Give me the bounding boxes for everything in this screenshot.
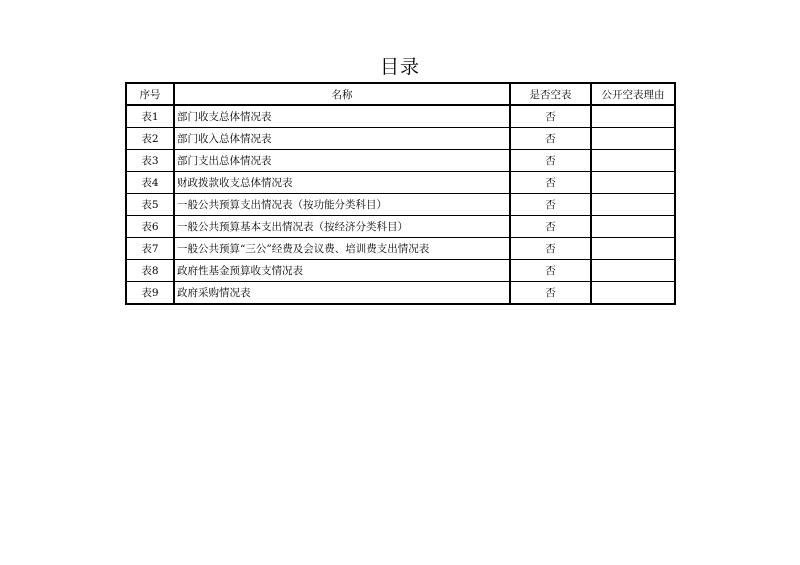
row-is-empty: 否 (510, 282, 591, 305)
table-row (126, 128, 675, 150)
row-reason (591, 150, 675, 172)
table-row (126, 238, 675, 260)
row-reason (591, 105, 675, 128)
row-index: 表7 (126, 238, 174, 260)
header-is-empty: 是否空表 (510, 83, 591, 105)
header-index: 序号 (126, 83, 174, 105)
toc-table (125, 82, 676, 305)
table-row (126, 150, 675, 172)
row-is-empty: 否 (510, 194, 591, 216)
row-is-empty: 否 (510, 238, 591, 260)
row-is-empty: 否 (510, 150, 591, 172)
row-index: 表8 (126, 260, 174, 282)
row-reason (591, 128, 675, 150)
table-row (126, 194, 675, 216)
table-row (126, 216, 675, 238)
row-index: 表5 (126, 194, 174, 216)
row-is-empty: 否 (510, 260, 591, 282)
row-index: 表3 (126, 150, 174, 172)
row-name: 政府性基金预算收支情况表 (174, 260, 510, 282)
row-name: 财政拨款收支总体情况表 (174, 172, 510, 194)
table-row (126, 260, 675, 282)
table-row (126, 282, 675, 305)
row-name: 部门收入总体情况表 (174, 128, 510, 150)
row-reason (591, 172, 675, 194)
page-title: 目录 (379, 56, 420, 78)
header-reason: 公开空表理由 (591, 83, 675, 105)
table-header-row (126, 83, 675, 105)
row-index: 表1 (126, 105, 174, 128)
row-is-empty: 否 (510, 128, 591, 150)
row-name: 政府采购情况表 (174, 282, 510, 305)
row-index: 表9 (126, 282, 174, 305)
row-reason (591, 216, 675, 238)
row-name: 一般公共预算基本支出情况表（按经济分类科目） (174, 216, 510, 238)
row-is-empty: 否 (510, 172, 591, 194)
row-is-empty: 否 (510, 105, 591, 128)
row-reason (591, 260, 675, 282)
row-reason (591, 194, 675, 216)
table-row (126, 105, 675, 128)
row-index: 表2 (126, 128, 174, 150)
row-is-empty: 否 (510, 216, 591, 238)
row-name: 一般公共预算“三公”经费及会议费、培训费支出情况表 (174, 238, 510, 260)
table-row (126, 172, 675, 194)
row-reason (591, 282, 675, 305)
header-name: 名称 (174, 83, 510, 105)
row-name: 部门支出总体情况表 (174, 150, 510, 172)
row-index: 表4 (126, 172, 174, 194)
row-name: 部门收支总体情况表 (174, 105, 510, 128)
row-index: 表6 (126, 216, 174, 238)
row-name: 一般公共预算支出情况表（按功能分类科目） (174, 194, 510, 216)
row-reason (591, 238, 675, 260)
